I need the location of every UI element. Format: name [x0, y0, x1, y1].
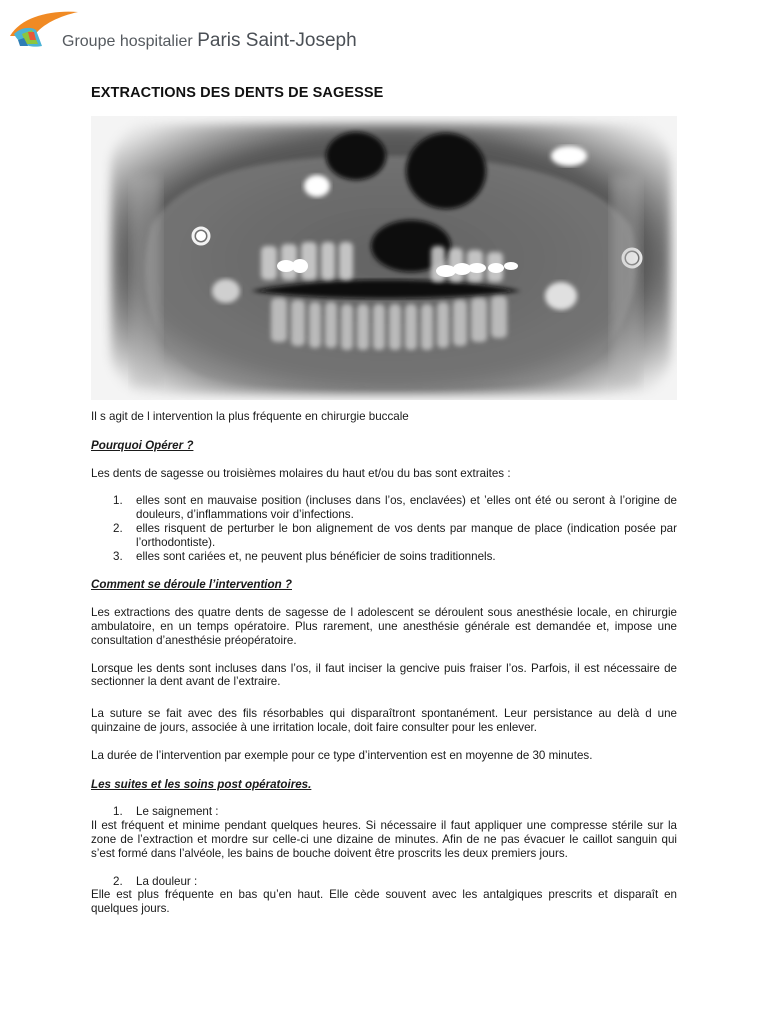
aftercare-text: Elle est plus fréquente en bas qu’en haut. Elle cède souvent avec les antalgiques prescrits et disparaît en quelques jours.	[91, 888, 677, 916]
list-item-text: elles risquent de perturber le bon alignement de vos dents par manque de place (indication posée par l’orthodontiste).	[136, 521, 677, 549]
section-heading-why: Pourquoi Opérer ?	[91, 438, 194, 452]
aftercare-text: Il est fréquent et minime pendant quelques heures. Si nécessaire il faut appliquer une compresse stérile sur la zone de l’extraction et mordre sur celle-ci une dizaine de minutes. Afin de ne pas évacuer le caillot sanguin qui s’est formé dans l’alvéole, les bains de bouche doivent être proscrits les deux premiers jours.	[91, 819, 677, 860]
list-item	[91, 522, 677, 550]
organization-main-name: Paris Saint-Joseph	[197, 30, 357, 51]
list-item-text: elles sont cariées et, ne peuvent plus bénéficier de soins traditionnels.	[136, 549, 496, 563]
list-item	[91, 494, 677, 522]
dental-xray-image	[91, 116, 677, 400]
aftercare-subheading	[91, 805, 677, 819]
section-why-lead: Les dents de sagesse ou troisièmes molaires du haut et/ou du bas sont extraites :	[91, 466, 511, 480]
procedure-paragraph: Lorsque les dents sont incluses dans l’os, il faut inciser la gencive puis fraiser l’os. Parfois, il est nécessaire de sectionner la dent avant de l’extraire.	[91, 661, 677, 689]
procedure-paragraph: La durée de l’intervention par exemple pour ce type d’intervention est en moyenne de 30 minutes.	[91, 748, 593, 762]
reasons-list	[91, 494, 677, 563]
aftercare-number: 2.	[113, 874, 123, 888]
procedure-paragraph: Les extractions des quatre dents de sagesse de l adolescent se déroulent sous anesthésie locale, en chirurgie ambulatoire, en un temps opératoire. Plus rarement, une anesthésie générale est demandée et, impose une consultation d’anesthésie préopératoire.	[91, 606, 677, 647]
list-item-number: 1.	[113, 494, 123, 508]
aftercare-number: 1.	[113, 805, 123, 819]
aftercare-subheading	[91, 875, 677, 889]
list-item-number: 3.	[113, 549, 123, 563]
aftercare-label: Le saignement :	[136, 805, 219, 819]
intro-text: Il s agit de l intervention la plus fréquente en chirurgie buccale	[91, 410, 409, 423]
procedure-paragraph: La suture se fait avec des fils résorbables qui disparaîtront spontanément. Leur persistance au delà d une quinzaine de jours, associée à une irritation locale, doit faire consulter pour les enlever.	[91, 707, 677, 734]
document-title: EXTRACTIONS DES DENTS DE SAGESSE	[91, 85, 384, 101]
organization-prefix: Groupe hospitalier	[62, 33, 193, 50]
section-heading-aftercare: Les suites et les soins post opératoires.	[91, 777, 312, 791]
organization-name	[62, 30, 357, 52]
list-item-number: 2.	[113, 521, 123, 535]
list-item	[91, 550, 677, 564]
aftercare-label: La douleur :	[136, 874, 198, 888]
section-heading-procedure: Comment se déroule l’intervention ?	[91, 578, 292, 592]
list-item-text: elles sont en mauvaise position (incluses dans l’os, enclavées) et ’elles ont été ou seront à l’origine de douleurs, d’inflammations voir d’infections.	[136, 494, 677, 522]
document-body	[91, 406, 677, 916]
